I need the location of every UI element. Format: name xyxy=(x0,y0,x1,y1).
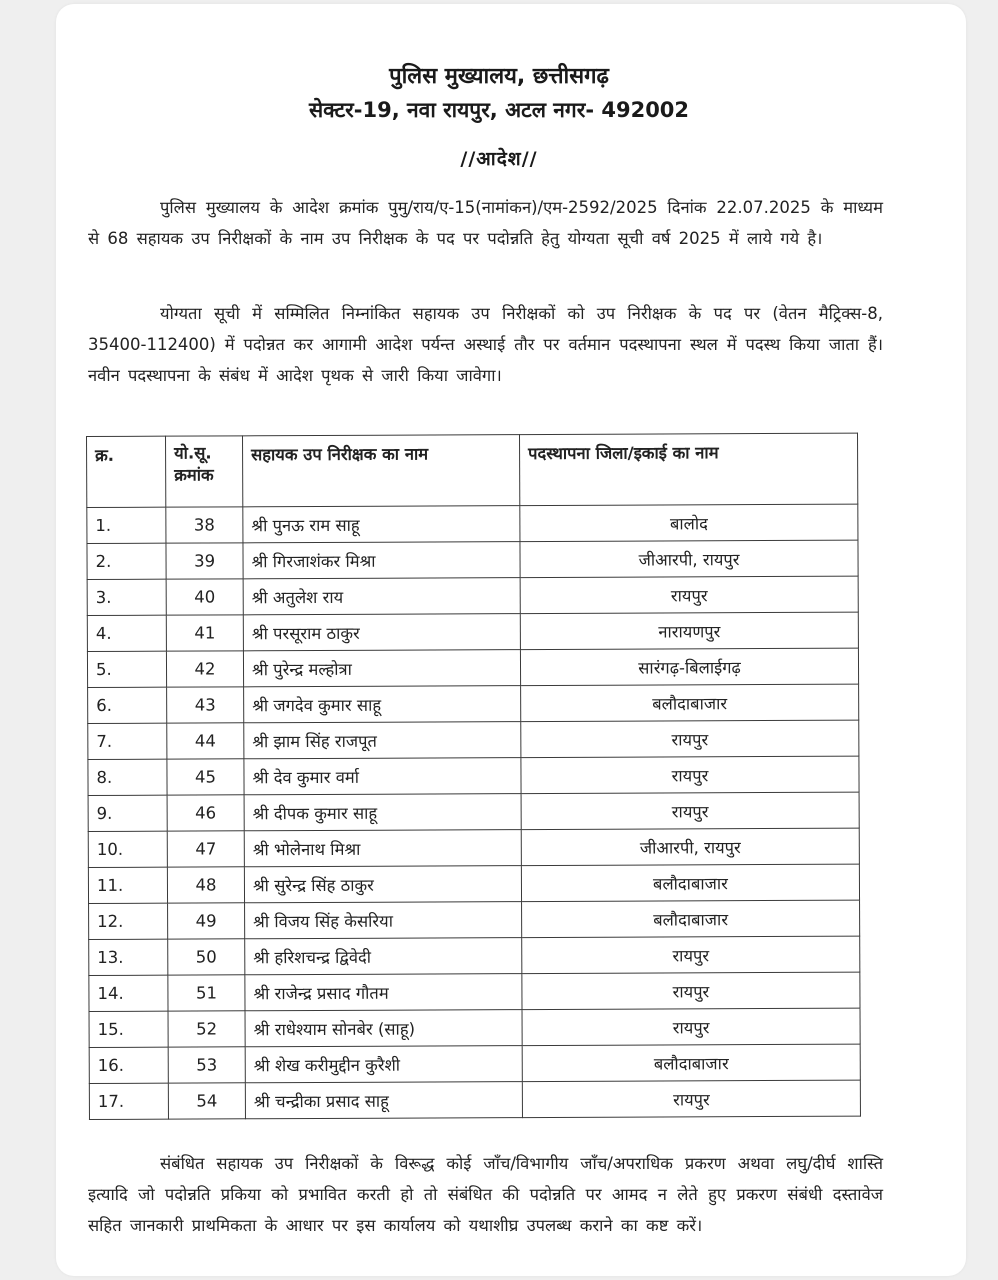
row-posting: रायपुर xyxy=(520,576,858,613)
row-serial: 5. xyxy=(87,651,166,687)
table-row xyxy=(88,756,859,795)
row-posting: रायपुर xyxy=(522,936,860,973)
row-merit-number: 42 xyxy=(166,651,243,687)
row-merit-number: 41 xyxy=(166,615,243,651)
row-serial: 15. xyxy=(89,1011,168,1047)
row-name: श्री गिरजाशंकर मिश्रा xyxy=(243,542,520,579)
table-row xyxy=(88,792,859,831)
table-row xyxy=(87,576,858,615)
row-name: श्री पुरेन्द्र मल्होत्रा xyxy=(243,650,520,687)
row-serial: 14. xyxy=(89,975,168,1011)
table-row xyxy=(89,1044,860,1083)
row-posting: बलौदाबाजार xyxy=(522,1044,860,1081)
row-serial: 10. xyxy=(88,831,167,867)
row-posting: नारायणपुर xyxy=(520,612,858,649)
row-name: श्री अतुलेश राय xyxy=(243,578,520,615)
row-name: श्री पुनऊ राम साहू xyxy=(243,506,520,543)
row-merit-number: 38 xyxy=(166,507,243,543)
row-serial: 13. xyxy=(89,939,168,975)
row-merit-number: 43 xyxy=(167,687,244,723)
row-serial: 2. xyxy=(87,543,166,579)
row-serial: 4. xyxy=(87,615,166,651)
row-merit-number: 52 xyxy=(168,1011,245,1047)
row-merit-number: 53 xyxy=(168,1047,245,1083)
closing-paragraph xyxy=(88,1148,883,1241)
header-merit-number xyxy=(166,436,243,507)
row-serial: 12. xyxy=(89,903,168,939)
row-posting: बलौदाबाजार xyxy=(522,900,860,937)
row-posting: रायपुर xyxy=(522,972,860,1009)
row-posting: रायपुर xyxy=(521,756,859,793)
row-merit-number: 44 xyxy=(167,723,244,759)
table-body xyxy=(87,504,861,1119)
row-merit-number: 47 xyxy=(167,831,244,867)
header-merit-line1: यो.सू. xyxy=(174,443,212,463)
order-title: //आदेश// xyxy=(460,148,538,170)
table-row xyxy=(89,900,860,939)
promotion-paragraph xyxy=(88,298,883,391)
row-serial: 8. xyxy=(88,759,167,795)
row-merit-number: 50 xyxy=(168,939,245,975)
row-posting: सारंगढ़-बिलाईगढ़ xyxy=(520,648,858,685)
row-name: श्री सुरेन्द्र सिंह ठाकुर xyxy=(244,866,521,903)
table-row xyxy=(88,828,859,867)
row-serial: 6. xyxy=(88,687,167,723)
table-row xyxy=(87,612,858,651)
table-row xyxy=(89,1080,860,1119)
promotion-text: योग्यता सूची में सम्मिलित निम्नांकित सहायक उप निरीक्षकों को उप निरीक्षक के पद पर (वेतन मैट्रिक्स-8, 35400-112400) में पदोन्नत कर आगामी आदेश पर्यन्त अस्थाई तौर पर वर्तमान पदस्थापना स्थल में पदस्थ किया जाता हैं। नवीन पदस्थापना के संबंध में आदेश पृथक से जारी किया जावेगा। xyxy=(88,304,883,385)
row-name: श्री भोलेनाथ मिश्रा xyxy=(244,830,521,867)
row-name: श्री चन्द्रीका प्रसाद साहू xyxy=(245,1082,522,1119)
row-merit-number: 39 xyxy=(166,543,243,579)
header-merit-line2: क्रमांक xyxy=(174,465,214,485)
row-merit-number: 45 xyxy=(167,759,244,795)
row-serial: 9. xyxy=(88,795,167,831)
row-name: श्री परसूराम ठाकुर xyxy=(243,614,520,651)
row-serial: 3. xyxy=(87,579,166,615)
row-posting: जीआरपी, रायपुर xyxy=(520,540,858,577)
row-posting: रायपुर xyxy=(521,792,859,829)
row-merit-number: 54 xyxy=(168,1083,245,1119)
row-posting: रायपुर xyxy=(522,1008,860,1045)
header-name: सहायक उप निरीक्षक का नाम xyxy=(243,435,520,507)
office-address: सेक्टर-19, नवा रायपुर, अटल नगर- 492002 xyxy=(308,98,690,122)
header-posting: पदस्थापना जिला/इकाई का नाम xyxy=(519,433,857,505)
intro-text: पुलिस मुख्यालय के आदेश क्रमांक पुमु/राय/ए-15(नामांकन)/एम-2592/2025 दिनांक 22.07.2025 के माध्यम से 68 सहायक उप निरीक्षकों के नाम उप निरीक्षक के पद पर पदोन्नति हेतु योग्यता सूची वर्ष 2025 में लाये गये है। xyxy=(88,198,883,248)
closing-text: संबंधित सहायक उप निरीक्षकों के विरूद्ध कोई जाँच/विभागीय जाँच/अपराधिक प्रकरण अथवा लघु/दीर्घ शास्ति इत्यादि जो पदोन्नति प्रकिया को प्रभावित करती हो तो संबंधित की पदोन्नति पर आमद न लेते हुए प्रकरण संबंधी दस्तावेज सहित जानकारी प्राथमिकता के आधार पर इस कार्यालय को यथाशीघ्र उपलब्ध कराने का कष्ट करें। xyxy=(88,1154,883,1235)
intro-paragraph xyxy=(88,192,883,254)
table-row xyxy=(88,720,859,759)
row-posting: जीआरपी, रायपुर xyxy=(521,828,859,865)
row-serial: 1. xyxy=(87,507,166,543)
row-posting: बालोद xyxy=(520,504,858,541)
row-name: श्री देव कुमार वर्मा xyxy=(244,758,521,795)
row-serial: 11. xyxy=(88,867,167,903)
row-serial: 16. xyxy=(89,1047,168,1083)
table-row xyxy=(87,648,858,687)
row-merit-number: 46 xyxy=(167,795,244,831)
row-name: श्री विजय सिंह केसरिया xyxy=(245,902,522,939)
promotion-table xyxy=(86,433,861,1120)
row-merit-number: 40 xyxy=(166,579,243,615)
row-merit-number: 48 xyxy=(167,867,244,903)
table-row xyxy=(88,684,859,723)
table-row xyxy=(89,972,860,1011)
table-header-row xyxy=(87,433,858,507)
row-name: श्री जगदेव कुमार साहू xyxy=(244,686,521,723)
office-title: पुलिस मुख्यालय, छत्तीसगढ़ xyxy=(389,64,609,89)
row-posting: बलौदाबाजार xyxy=(521,864,859,901)
row-serial: 7. xyxy=(88,723,167,759)
row-posting: रायपुर xyxy=(521,720,859,757)
row-name: श्री हरिशचन्द्र द्विवेदी xyxy=(245,938,522,975)
header-serial: क्र. xyxy=(87,436,166,507)
row-name: श्री राधेश्याम सोनबेर (साहू) xyxy=(245,1010,522,1047)
row-posting: रायपुर xyxy=(522,1080,860,1117)
row-merit-number: 49 xyxy=(168,903,245,939)
row-name: श्री शेख करीमुद्दीन कुरैशी xyxy=(245,1046,522,1083)
table-row xyxy=(87,504,858,543)
row-merit-number: 51 xyxy=(168,975,245,1011)
row-name: श्री राजेन्द्र प्रसाद गौतम xyxy=(245,974,522,1011)
row-name: श्री दीपक कुमार साहू xyxy=(244,794,521,831)
row-posting: बलौदाबाजार xyxy=(521,684,859,721)
row-name: श्री झाम सिंह राजपूत xyxy=(244,722,521,759)
table-row xyxy=(88,864,859,903)
table-row xyxy=(87,540,858,579)
row-serial: 17. xyxy=(89,1083,168,1119)
table-row xyxy=(89,936,860,975)
table-row xyxy=(89,1008,860,1047)
